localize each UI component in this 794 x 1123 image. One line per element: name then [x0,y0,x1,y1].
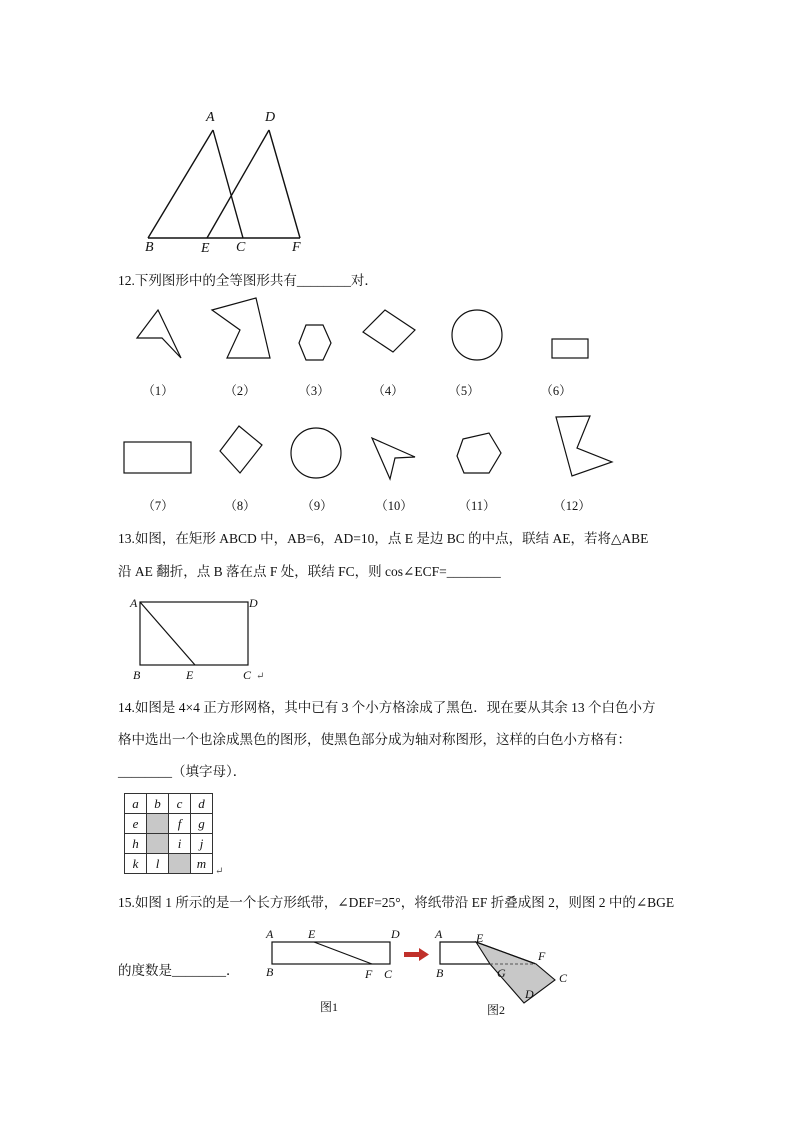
q13-label-B: B [133,668,141,682]
grid-cell-e: e [125,814,147,834]
q13-return-mark: ↵ [256,671,265,682]
fig1-label-A: A [266,927,274,941]
grid-cell-j: j [191,834,213,854]
caption-2: （2） [224,384,256,398]
fig1-label-F: F [365,967,373,981]
q14-return-mark: ↵ [215,866,224,877]
question-12-text: 12.下列图形中的全等图形共有________对． [118,273,378,288]
fig2-label-C: C [559,971,568,985]
fig2-caption: 图2 [487,1003,506,1017]
label-F: F [292,240,301,255]
grid-cell-shaded [147,814,169,834]
question-13-line2: 沿 AE 翻折，点 B 落在点 F 处，联结 FC，则 cos∠ECF=________ [118,564,501,579]
fig1-label-D: D [391,927,400,941]
grid-cell-m: m [191,854,213,874]
fig1-caption: 图1 [320,1000,339,1014]
fig2-label-F: F [538,949,546,963]
grid-cell-g: g [191,814,213,834]
grid-cell-k: k [125,854,147,874]
grid-cell-a: a [125,794,147,814]
question-15-line2: 的度数是________． [118,963,240,978]
caption-1: （1） [142,384,174,398]
q13-label-C: C [243,668,252,682]
caption-11: （11） [458,499,496,513]
grid-cell-d: d [191,794,213,814]
label-D: D [265,110,276,125]
grid-cell-l: l [147,854,169,874]
question-14-line3: ________（填字母）． [118,764,247,779]
caption-10: （10） [375,499,413,513]
shape-9 [291,428,341,478]
shape-8 [220,426,262,473]
caption-12: （12） [553,499,591,513]
fig2-label-B: B [436,966,444,980]
caption-3: （3） [298,384,330,398]
caption-7: （7） [142,499,174,513]
shape-6 [552,339,588,358]
grid-cell-c: c [169,794,191,814]
fig2-label-D: D [525,987,534,1001]
q13-label-A: A [130,596,138,610]
shape-7 [124,442,191,473]
caption-6: （6） [540,384,572,398]
label-B: B [145,240,154,255]
q13-label-D: D [249,596,258,610]
q13-rectangle-diagram [0,590,794,690]
question-13-line1: 13.如图，在矩形 ABCD 中，AB=6，AD=10，点 E 是边 BC 的中点，联结 AE，若将△ABE [118,531,649,546]
grid-row [125,814,213,834]
shape-12 [556,416,612,476]
q14-grid [124,793,213,874]
grid-row [125,794,213,814]
grid-cell-shaded [147,834,169,854]
grid-cell-shaded [169,854,191,874]
grid-cell-f: f [169,814,191,834]
caption-9: （9） [301,499,333,513]
shape-2 [212,298,270,358]
label-E: E [201,241,210,256]
fig2-label-G: G [497,966,506,980]
fig1-label-B: B [266,965,274,979]
grid-cell-h: h [125,834,147,854]
fig2-label-A: A [435,927,443,941]
grid-cell-i: i [169,834,191,854]
shape-5 [452,310,502,360]
shape-1 [137,310,181,358]
grid-row [125,834,213,854]
q13-label-E: E [186,668,194,682]
grid-cell-b: b [147,794,169,814]
triangles-diagram [0,0,794,300]
label-A: A [206,110,215,125]
fig2-label-E: E [476,931,484,945]
red-arrow-icon [404,948,429,961]
question-14-line1: 14.如图是 4×4 正方形网格，其中已有 3 个小方格涂成了黑色．现在要从其余 13 个白色小方 [118,700,656,715]
question-15-line1: 15.如图 1 所示的是一个长方形纸带，∠DEF=25°，将纸带沿 EF 折叠成图 2，则图 2 中的∠BGE [118,895,675,910]
shape-4 [363,310,415,352]
grid-row [125,854,213,874]
question-14-line2: 格中选出一个也涂成黑色的图形，使黑色部分成为轴对称图形，这样的白色小方格有： [118,732,631,747]
caption-5: （5） [448,384,480,398]
caption-8: （8） [224,499,256,513]
label-C: C [236,240,246,255]
fig1-label-E: E [308,927,316,941]
shape-10 [372,438,415,479]
shape-3 [299,325,331,360]
caption-4: （4） [372,384,404,398]
shape-11 [457,433,501,473]
fig1-label-C: C [384,967,393,981]
